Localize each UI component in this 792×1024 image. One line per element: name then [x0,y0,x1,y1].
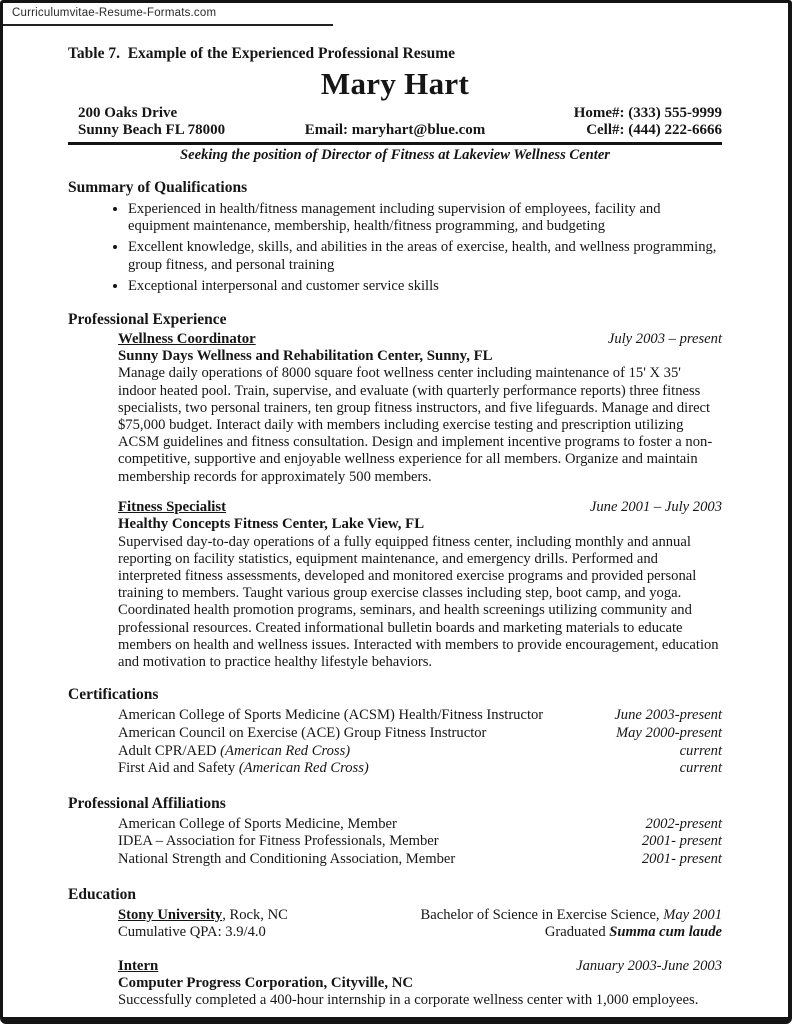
bullet-item: • Excellent knowledge, skills, and abilities in the areas of exercise, health, and wellness programming, group fitness, and personal training [128,239,722,275]
degree-date: May 2001 [663,906,722,923]
intern-dates: January 2003-June 2003 [576,957,722,974]
honors-text: Summa cum laude [609,924,722,941]
address-line-1: 200 Oaks Drive [78,104,178,121]
school-line [118,907,288,925]
bullet-item: • Exceptional interpersonal and customer service skills [128,278,722,296]
objective-line: Seeking the position of Director of Fitness at Lakeview Wellness Center [180,146,610,163]
education-row [118,907,722,925]
degree-line [421,907,723,925]
certification-row [118,743,722,760]
certification-row [118,725,722,742]
affiliation-date: 2002-present [645,815,722,832]
job-title: Fitness Specialist [118,498,227,515]
certification-row [118,760,722,777]
graduated-line [545,924,722,942]
degree-text: Bachelor of Science in Exercise Science, [420,906,664,923]
contact-block [68,105,722,139]
summary-bullet-list [68,201,722,296]
summary-heading: Summary of Qualifications [68,178,248,196]
table-caption: Table 7. Example of the Experienced Professional Resume [68,45,456,62]
affiliation-name: American College of Sports Medicine, Member [118,815,397,832]
watermark-label: Curriculumvitae-Resume-Formats.com [3,3,333,26]
affiliation-date: 2001- present [641,833,722,850]
email-text: Email: maryhart@blue.com [304,121,486,138]
certification-date: June 2003-present [614,707,722,724]
graduated-text: Graduated [544,924,610,941]
affiliations-heading: Professional Affiliations [68,794,226,812]
certification-date: May 2000-present [615,724,722,741]
certifications-heading: Certifications [68,686,159,704]
job-entry [118,499,722,672]
job-entry [118,331,722,486]
intern-description: Successfully completed a 400-hour internship in a corporate wellness center with 1,000 employees. [118,992,699,1009]
job-title-row [118,499,722,516]
affiliation-name: IDEA – Association for Fitness Professionals, Member [118,833,439,850]
job-title: Wellness Coordinator [118,330,256,347]
school-location: , Rock, NC [222,906,288,923]
bullet-item: • Experienced in health/fitness management including supervision of employees, facility and equipment maintenance, membership, health/fitness programming, and budgeting [128,201,722,237]
experience-heading: Professional Experience [68,310,227,328]
job-description: Supervised day-to-day operations of a fully equipped fitness center, including monthly and annual reporting on facility statistics, equipment maintenance, and emergency drills. Performed and interpreted fitness assessments, developed and monitored exercise programs and provided personal training to members. Taught various group exercise classes including step, boot camp, and yoga. Coordinated health promotion programs, seminars, and health screenings utilizing community and professional resources. Created informational bulletin boards and marketing materials to educate members on health and wellness issues. Interacted with members to provide encouragement, education and motivation to practice healthy lifestyle behaviors. [118,533,719,671]
affiliation-row [118,851,722,868]
intern-title-row [118,958,722,975]
job-company: Healthy Concepts Fitness Center, Lake View, FL [118,515,425,532]
certification-row [118,707,722,724]
affiliation-row [118,833,722,850]
gpa-text: Cumulative QPA: 3.9/4.0 [118,924,266,941]
affiliation-name: National Strength and Conditioning Association, Member [118,851,456,868]
education-heading: Education [68,885,137,903]
home-phone: Home#: (333) 555-9999 [573,104,722,121]
resume-content [3,3,788,1010]
intern-entry [118,958,722,1010]
contact-spacer [279,105,511,122]
cell-phone: Cell#: (444) 222-6666 [586,121,722,138]
job-dates: July 2003 – present [607,330,722,347]
school-name: Stony University [118,906,223,923]
certification-name: Adult CPR/AED (American Red Cross) [118,742,351,759]
job-title-row [118,331,722,348]
certification-name: First Aid and Safety (American Red Cross) [118,760,369,777]
affiliation-row [118,816,722,833]
header-rule [68,142,722,145]
education-row [118,924,722,942]
person-name: Mary Hart [320,66,470,101]
certification-date: current [679,760,722,777]
intern-company: Computer Progress Corporation, Cityville, NC [118,974,414,991]
job-description: Manage daily operations of 8000 square foot wellness center including maintenance of 15' X 35' indoor heated pool. Train, supervise, and evaluate (with quarterly performance reports) three fitness specialists, two personal trainers, ten group fitness instructors, and five lifeguards. Manage and direct $75,000 budget. Interact daily with members including exercise testing and prescription utilizing ACSM guidelines and fitness consultation. Design and implement incentive programs to foster a non-competitive, supportive and enjoyable wellness experience for all members. Organize and maintain membership records for approximately 500 members. [118,365,713,485]
address-line-2: Sunny Beach FL 78000 [78,121,226,138]
intern-title: Intern [118,957,159,974]
job-dates: June 2001 – July 2003 [589,498,722,515]
job-company: Sunny Days Wellness and Rehabilitation Center, Sunny, FL [118,347,493,364]
affiliation-date: 2001- present [641,851,722,868]
certification-date: current [679,742,722,759]
certification-name: American College of Sports Medicine (ACSM) Health/Fitness Instructor [118,707,544,724]
certification-name: American Council on Exercise (ACE) Group Fitness Instructor [118,724,487,741]
